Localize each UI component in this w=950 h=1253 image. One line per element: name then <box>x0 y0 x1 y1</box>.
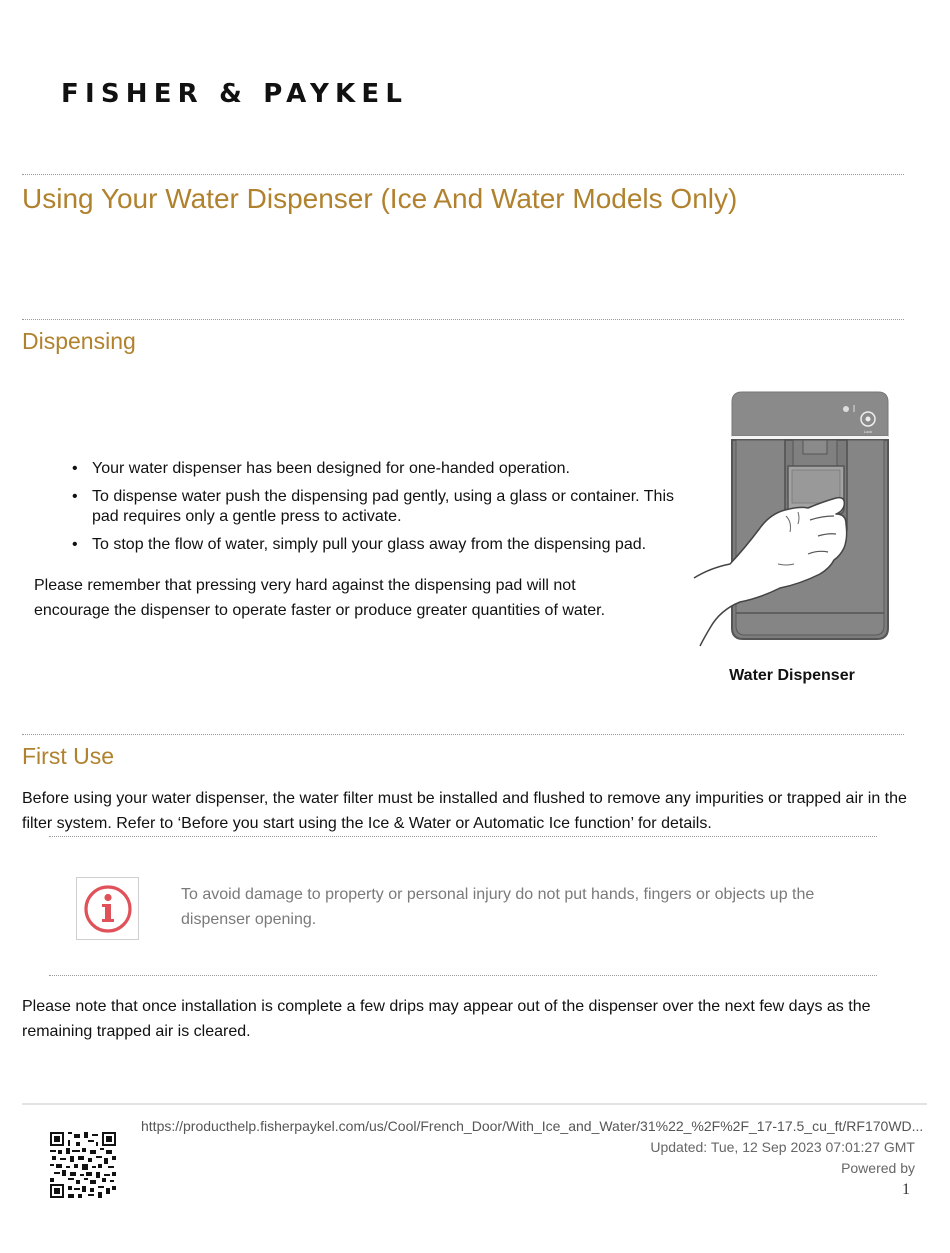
first-use-paragraph: Before using your water dispenser, the water filter must be installed and flushed to remove any impurities or trapped air in the filter system. Refer to ‘Before you start using the Ice & Water or Automatic Ice function’ for details. <box>22 790 907 832</box>
warning-note-text: To avoid damage to property or personal injury do not put hands, fingers or objects up the dispenser opening. <box>181 886 815 928</box>
closing-paragraph: Please note that once installation is complete a few drips may appear out of the dispenser over the next few days as the remaining trapped air is cleared. <box>22 998 871 1040</box>
brand-logo: FISHER & PAYKEL <box>61 79 409 109</box>
qr-code-icon <box>50 1132 116 1198</box>
updated-timestamp: Updated: Tue, 12 Sep 2023 07:01:27 GMT <box>650 1139 915 1155</box>
list-item: • To stop the flow of water, simply pull your glass away from the dispensing pad. <box>72 535 682 555</box>
note-icon-box <box>76 877 139 940</box>
figure-caption: Water Dispenser <box>729 667 855 684</box>
water-dispenser-illustration <box>690 388 900 653</box>
list-item: • Your water dispenser has been designed for one-handed operation. <box>72 459 682 479</box>
list-item: • To dispense water push the dispensing pad gently, using a glass or container. This pad requires only a gentle press to activate. <box>72 487 682 527</box>
divider <box>22 319 904 320</box>
source-url-link[interactable]: https://producthelp.fisherpaykel.com/us/Cool/French_Door/With_Ice_and_Water/31%22_%2F%2F_17-17.5_cu_ft/RF170WD... <box>141 1118 924 1134</box>
svg-text:Lock: Lock <box>863 429 873 434</box>
footer-divider <box>22 1103 927 1105</box>
divider <box>22 734 904 735</box>
info-icon <box>82 883 134 935</box>
section-heading-dispensing: Dispensing <box>22 328 136 354</box>
divider <box>22 174 904 175</box>
dispensing-bullet-list <box>72 459 682 563</box>
page-number: 1 <box>902 1181 910 1198</box>
note-divider-top <box>49 836 877 837</box>
dispensing-paragraph: Please remember that pressing very hard against the dispensing pad will not encourage the dispenser to operate faster or produce greater quantities of water. <box>34 577 606 619</box>
page-title: Using Your Water Dispenser (Ice And Water Models Only) <box>22 183 738 214</box>
section-heading-first-use: First Use <box>22 743 114 769</box>
note-divider-bottom <box>49 975 877 976</box>
powered-by-label: Powered by <box>841 1160 915 1176</box>
